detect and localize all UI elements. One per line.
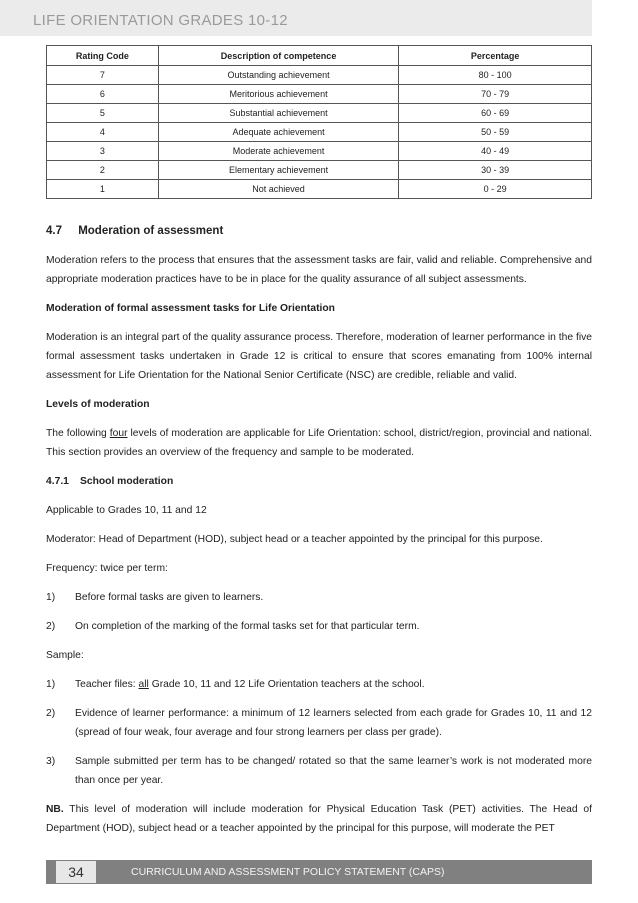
section-number: 4.7: [46, 225, 62, 237]
rating-code: 7: [47, 66, 159, 85]
rating-code: 4: [47, 123, 159, 142]
percentage-range: 50 - 59: [399, 123, 592, 142]
list-number: 2): [46, 621, 56, 632]
list-text-start: Teacher files:: [75, 679, 139, 690]
column-header: Rating Code: [47, 46, 159, 66]
subsection-title: School moderation: [80, 476, 174, 487]
levels-text-end: levels of moderation are applicable for Life Orientation: school, district/region, provincial and national. This section provides an overview of the frequency and sample to be moderated.: [46, 428, 593, 458]
formal-moderation-heading: Moderation of formal assessment tasks for Life Orientation: [46, 303, 335, 314]
table-row: [47, 104, 592, 123]
table-row: [47, 85, 592, 104]
list-number: 1): [46, 679, 56, 690]
section-title: Moderation of assessment: [78, 225, 224, 237]
levels-underlined-word: four: [109, 428, 128, 439]
rating-code: 2: [47, 161, 159, 180]
rating-code: 6: [47, 85, 159, 104]
percentage-range: 40 - 49: [399, 142, 592, 161]
competence-description: Substantial achievement: [158, 104, 399, 123]
list-item: [46, 675, 592, 694]
list-text: Before formal tasks are given to learners.: [75, 592, 264, 603]
table-row: [47, 142, 592, 161]
rating-code: 3: [47, 142, 159, 161]
formal-moderation-paragraph: Moderation is an integral part of the quality assurance process. Therefore, moderation of learner performance in the five formal assessment tasks undertaken in Grade 12 is critical to ensure that scores emanating from 100% internal assessment for Life Orientation for the National Senior Certificate (NSC) are credible, reliable and valid.: [46, 332, 592, 381]
table-row: [47, 161, 592, 180]
column-header: Description of competence: [158, 46, 399, 66]
table-header-row: [47, 46, 592, 66]
section-heading: [46, 222, 592, 241]
list-item: [46, 752, 592, 790]
page-number: 34: [56, 861, 96, 883]
list-item: [46, 588, 592, 607]
competence-description: Not achieved: [158, 180, 399, 199]
list-text: Sample submitted per term has to be changed/ rotated so that the same learner’s work is not moderated more than once per year.: [75, 756, 592, 786]
rating-code: 1: [47, 180, 159, 199]
rating-table: [46, 45, 592, 199]
sample-label: Sample:: [46, 650, 84, 661]
table-row: [47, 123, 592, 142]
nb-paragraph: [46, 800, 592, 838]
competence-description: Moderate achievement: [158, 142, 399, 161]
levels-paragraph: [46, 424, 592, 462]
percentage-range: 30 - 39: [399, 161, 592, 180]
moderator-text: Moderator: Head of Department (HOD), subject head or a teacher appointed by the principal for this purpose.: [46, 534, 543, 545]
percentage-range: 60 - 69: [399, 104, 592, 123]
list-text-end: Grade 10, 11 and 12 Life Orientation teachers at the school.: [148, 679, 425, 690]
competence-description: Outstanding achievement: [158, 66, 399, 85]
levels-text-start: The following: [46, 428, 110, 439]
percentage-range: 0 - 29: [399, 180, 592, 199]
list-text: Evidence of learner performance: a minimum of 12 learners selected from each grade for Grades 10, 11 and 12 (spread of four weak, four average and four strong learners per class per grade).: [75, 708, 592, 738]
underlined-word: all: [138, 679, 149, 690]
applicable-grades: Applicable to Grades 10, 11 and 12: [46, 505, 207, 516]
footer-text: CURRICULUM AND ASSESSMENT POLICY STATEMENT (CAPS): [131, 866, 445, 878]
nb-text: This level of moderation will include moderation for Physical Education Task (PET) activities. The Head of Department (HOD), subject head or a teacher appointed by the principal for this purpose, will moderate the PET: [46, 804, 592, 834]
subsection-heading: [46, 472, 592, 491]
list-text: On completion of the marking of the formal tasks set for that particular term.: [75, 621, 420, 632]
percentage-range: 80 - 100: [399, 66, 592, 85]
percentage-range: 70 - 79: [399, 85, 592, 104]
list-number: 3): [46, 756, 56, 767]
frequency-text: Frequency: twice per term:: [46, 563, 168, 574]
column-header: Percentage: [399, 46, 592, 66]
subsection-number: 4.7.1: [46, 476, 69, 487]
rating-code: 5: [47, 104, 159, 123]
list-item: [46, 617, 592, 636]
levels-heading: Levels of moderation: [46, 399, 150, 410]
competence-description: Meritorious achievement: [158, 85, 399, 104]
competence-description: Elementary achievement: [158, 161, 399, 180]
list-number: 1): [46, 592, 56, 603]
competence-description: Adequate achievement: [158, 123, 399, 142]
list-text: [75, 675, 592, 694]
list-number: 2): [46, 708, 56, 719]
intro-paragraph: Moderation refers to the process that ensures that the assessment tasks are fair, valid and reliable. Comprehensive and appropriate moderation practices have to be in place for the quality assurance of all subject assessments.: [46, 255, 592, 285]
page-header-title: LIFE ORIENTATION GRADES 10-12: [33, 12, 288, 29]
table-row: [47, 66, 592, 85]
nb-label: NB.: [46, 804, 64, 815]
main-content: [46, 220, 592, 848]
list-item: [46, 704, 592, 742]
table-row: [47, 180, 592, 199]
